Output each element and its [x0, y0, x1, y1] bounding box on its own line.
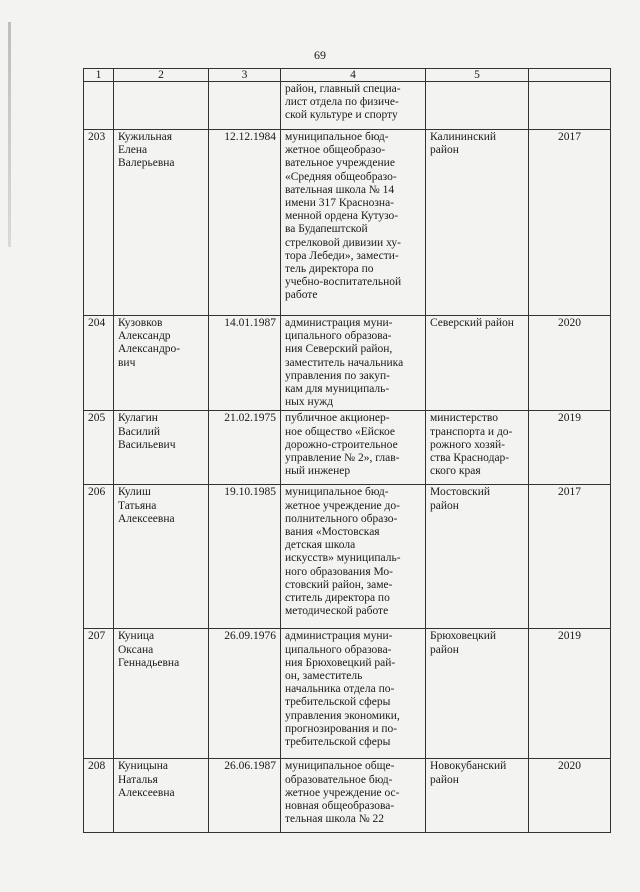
region-line: ского края — [430, 465, 481, 478]
position-line: кам для муниципаль- — [285, 383, 390, 396]
full-name-line: Наталья — [118, 773, 158, 786]
region-line: Калининский — [430, 131, 497, 143]
region-cell — [426, 130, 529, 316]
year-cell: 2017 — [529, 485, 611, 629]
position-line: тора Лебеди», замести- — [285, 249, 399, 262]
header-col-1: 1 — [84, 69, 114, 82]
position-cell — [281, 316, 426, 411]
region-line: район — [430, 643, 459, 656]
full-name-line: Кулагин — [118, 412, 158, 425]
position-line: учебно-воспитательной — [285, 276, 402, 289]
position-line: муниципальное бюд- — [285, 131, 389, 143]
position-line: администрация муни- — [285, 317, 393, 329]
position-line: менной ордена Кутузо- — [285, 210, 399, 223]
position-line: стрелковой дивизии ху- — [285, 236, 401, 249]
table-row — [84, 629, 611, 759]
position-line: вания «Мостовская — [285, 526, 380, 539]
full-name-line: Василий — [118, 425, 161, 438]
year-cell: 2019 — [529, 411, 611, 485]
full-name-line: Валерьевна — [118, 157, 175, 170]
position-line: «Средняя общеобразо- — [285, 170, 397, 183]
position-cell — [281, 485, 426, 629]
row-number-cell: 203 — [84, 130, 114, 316]
birth-date-cell: 12.12.1984 — [209, 130, 281, 316]
region-cell — [426, 316, 529, 411]
position-line: управление № 2», глав- — [285, 452, 400, 465]
region-line: Новокубанский — [430, 760, 507, 773]
full-name-cell — [114, 759, 209, 833]
position-line: ного образования Мо- — [285, 565, 394, 578]
table-row — [84, 82, 611, 130]
region-cell — [426, 82, 529, 130]
region-line: транспорта и до- — [430, 425, 513, 438]
table-row — [84, 759, 611, 833]
position-line: ститель директора по — [285, 592, 390, 605]
region-line: район — [430, 773, 459, 786]
full-name-line: Оксана — [118, 643, 154, 656]
position-cell — [281, 411, 426, 485]
region-line: министерство — [430, 412, 498, 425]
position-line: администрация муни- — [285, 630, 393, 643]
row-number-cell: 206 — [84, 485, 114, 629]
position-line: работе — [285, 289, 318, 302]
position-line: полнительного образо- — [285, 512, 398, 525]
row-number-cell: 208 — [84, 759, 114, 833]
year-cell: 2017 — [529, 130, 611, 316]
position-line: вательная школа № 14 — [285, 183, 395, 196]
position-line: управления по закуп- — [285, 369, 390, 382]
region-line: Брюховецкий — [430, 630, 497, 643]
header-col-2: 2 — [114, 69, 209, 82]
birth-date-cell: 19.10.1985 — [209, 485, 281, 629]
position-line: прогнозирования и по- — [285, 722, 398, 735]
full-name-cell — [114, 485, 209, 629]
region-cell — [426, 629, 529, 759]
full-name-line: Татьяна — [118, 499, 157, 512]
position-line: ва Будапештской — [285, 223, 368, 236]
position-line: тель директора по — [285, 263, 374, 276]
region-line: ства Краснодар- — [430, 452, 510, 465]
region-line: Северский район — [430, 317, 514, 329]
region-line: район — [430, 499, 459, 512]
region-line: рожного хозяй- — [430, 438, 505, 451]
full-name-cell — [114, 130, 209, 316]
position-line: стовский район, заме- — [285, 578, 393, 591]
position-line: управления экономики, — [285, 709, 400, 722]
full-name-line: Васильевич — [118, 438, 176, 451]
full-name-line: Александро- — [118, 343, 181, 356]
position-line: ный инженер — [285, 465, 351, 478]
position-line: образовательное бюд- — [285, 773, 393, 786]
position-line: ния Северский район, — [285, 343, 393, 356]
position-cell — [281, 759, 426, 833]
position-line: тельная школа № 22 — [285, 813, 385, 826]
header-col-6 — [529, 69, 611, 82]
region-line: район — [430, 144, 459, 157]
position-line: вательное учреждение — [285, 157, 395, 170]
position-line: требительской сферы — [285, 696, 391, 709]
birth-date-cell: 26.09.1976 — [209, 629, 281, 759]
position-line: имени 317 Краснозна- — [285, 197, 395, 210]
position-line: лист отдела по физиче- — [285, 96, 399, 109]
position-line: муниципальное обще- — [285, 760, 395, 773]
year-cell: 2020 — [529, 316, 611, 411]
position-cell — [281, 130, 426, 316]
position-line: требительской сферы — [285, 736, 391, 749]
birth-date-cell: 21.02.1975 — [209, 411, 281, 485]
header-row — [84, 69, 611, 82]
position-cell — [281, 629, 426, 759]
full-name-line: Кулиш — [118, 486, 151, 499]
row-number-cell: 207 — [84, 629, 114, 759]
table-row — [84, 316, 611, 411]
table-row — [84, 485, 611, 629]
full-name-line: Александр — [118, 330, 171, 343]
table-row — [84, 130, 611, 316]
full-name-line: Кузовков — [118, 317, 163, 329]
region-cell — [426, 759, 529, 833]
row-number-cell: 205 — [84, 411, 114, 485]
registry-table-body — [84, 69, 611, 833]
position-line: новная общеобразова- — [285, 800, 395, 813]
position-line: жетное учреждение до- — [285, 499, 400, 512]
position-line: детская школа — [285, 539, 356, 552]
header-col-4: 4 — [281, 69, 426, 82]
full-name-line: Елена — [118, 144, 148, 157]
position-line: методической работе — [285, 605, 389, 618]
birth-date-cell: 26.06.1987 — [209, 759, 281, 833]
position-line: начальника отдела по- — [285, 683, 395, 696]
full-name-cell — [114, 411, 209, 485]
position-line: район, главный специа- — [285, 83, 401, 95]
region-cell — [426, 485, 529, 629]
birth-date-cell: 14.01.1987 — [209, 316, 281, 411]
position-line: заместитель начальника — [285, 356, 404, 369]
year-cell: 2020 — [529, 759, 611, 833]
position-line: ния Брюховецкий рай- — [285, 656, 396, 669]
position-line: муниципальное бюд- — [285, 486, 389, 499]
full-name-line: Алексеевна — [118, 512, 175, 525]
position-line: ное общество «Ейское — [285, 425, 396, 438]
full-name-line: Геннадьевна — [118, 656, 180, 669]
position-line: жетное учреждение ос- — [285, 786, 400, 799]
page-number: 69 — [314, 48, 326, 62]
position-line: публичное акционер- — [285, 412, 390, 425]
registry-table — [83, 68, 611, 833]
row-number-cell — [84, 82, 114, 130]
full-name-line: Куницына — [118, 760, 169, 773]
full-name-cell — [114, 316, 209, 411]
region-cell — [426, 411, 529, 485]
region-line: Мостовский — [430, 486, 491, 499]
position-line: ных нужд — [285, 396, 334, 409]
position-line: жетное общеобразо- — [285, 144, 386, 157]
full-name-line: Алексеевна — [118, 786, 175, 799]
position-line: ципального образова- — [285, 643, 392, 656]
position-cell — [281, 82, 426, 130]
birth-date-cell — [209, 82, 281, 130]
full-name-cell — [114, 629, 209, 759]
header-col-3: 3 — [209, 69, 281, 82]
header-col-5: 5 — [426, 69, 529, 82]
full-name-cell — [114, 82, 209, 130]
year-cell: 2019 — [529, 629, 611, 759]
full-name-line: Кужильная — [118, 131, 173, 143]
position-line: искусств» муниципаль- — [285, 552, 401, 565]
position-line: ской культуре и спорту — [285, 109, 398, 122]
table-row — [84, 411, 611, 485]
full-name-line: Куница — [118, 630, 155, 643]
position-line: ципального образова- — [285, 330, 392, 343]
full-name-line: вич — [118, 356, 136, 369]
position-line: дорожно-строительное — [285, 438, 398, 451]
row-number-cell: 204 — [84, 316, 114, 411]
position-line: он, заместитель — [285, 670, 363, 683]
year-cell — [529, 82, 611, 130]
